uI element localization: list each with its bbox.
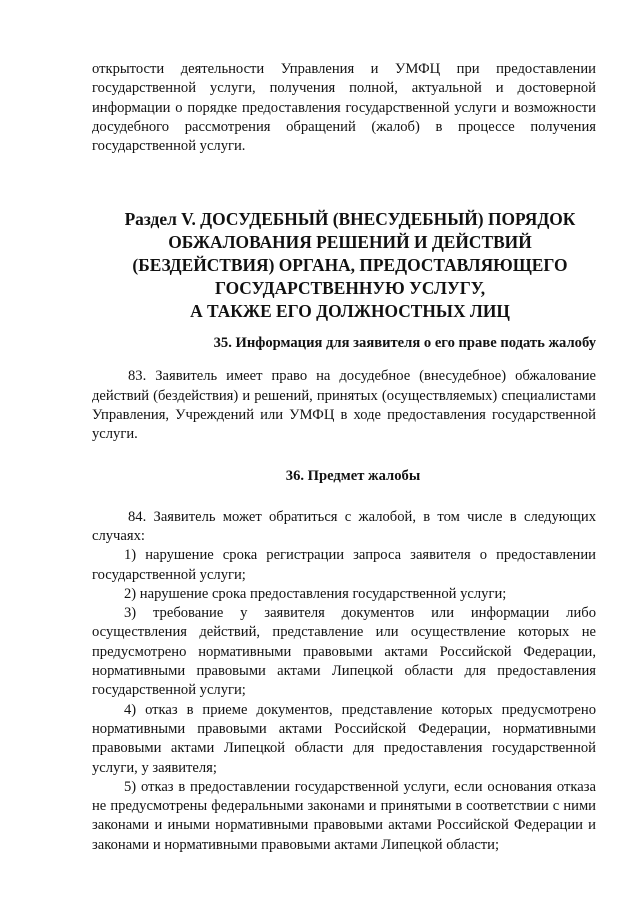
list-item: 3) требование у заявителя документов или информации либо осуществления действий, представление или осуществление которых не предусмотрено нормативными правовыми актами Российской Федерации, нормативными правовыми актами Липецкой области для предоставления государственной услуги; <box>92 605 596 699</box>
section-title-line: (БЕЗДЕЙСТВИЯ) ОРГАНА, ПРЕДОСТАВЛЯЮЩЕГО <box>132 255 568 276</box>
subsection-36-heading: 36. Предмет жалобы <box>285 467 421 484</box>
section-title-line: А ТАКЖЕ ЕГО ДОЛЖНОСТНЫХ ЛИЦ <box>190 300 510 321</box>
list-item: 5) отказ в предоставлении государственной услуги, если основания отказа не предусмотрены федеральными законами и принятыми в соответствии с ними законами и иными нормативными правовыми актами Российской Федерации и законами и нормативными правовыми актами Липецкой области; <box>92 778 596 853</box>
document-page <box>92 60 596 855</box>
list-item: 4) отказ в приеме документов, представление которых предусмотрено нормативными правовыми актами Российской Федерации, нормативными правовыми актами Липецкой области для предоставления государственной услуги, у заявителя; <box>92 701 596 776</box>
paragraph-84: 84. Заявитель может обратиться с жалобой, в том числе в следующих случаях: <box>92 508 596 544</box>
section-title-line: ОБЖАЛОВАНИЯ РЕШЕНИЙ И ДЕЙСТВИЙ <box>168 232 532 253</box>
paragraph-83: 83. Заявитель имеет право на досудебное (внесудебное) обжалование действий (бездействия) и решений, принятых (осуществляемых) специалистами Управления, Учреждений или УМФЦ в ходе предоставления государственной услуги. <box>92 368 596 443</box>
section-title <box>92 208 596 322</box>
intro-paragraph: открытости деятельности Управления и УМФЦ при предоставлении государственной услуги, получения полной, актуальной и достоверной информации о порядке предоставления государственной услуги и возможности досудебного рассмотрения обращений (жалоб) в процессе получения государственной услуги. <box>92 61 596 155</box>
list-item: 2) нарушение срока предоставления государственной услуги; <box>124 585 507 602</box>
section-title-line: ГОСУДАРСТВЕННУЮ УСЛУГУ, <box>214 277 486 298</box>
section-title-line: Раздел V. ДОСУДЕБНЫЙ (ВНЕСУДЕБНЫЙ) ПОРЯДОК <box>124 209 576 230</box>
list-item: 1) нарушение срока регистрации запроса заявителя о предоставлении государственной услуги; <box>92 547 596 583</box>
subsection-35-heading: 35. Информация для заявителя о его праве подать жалобу <box>213 335 596 352</box>
